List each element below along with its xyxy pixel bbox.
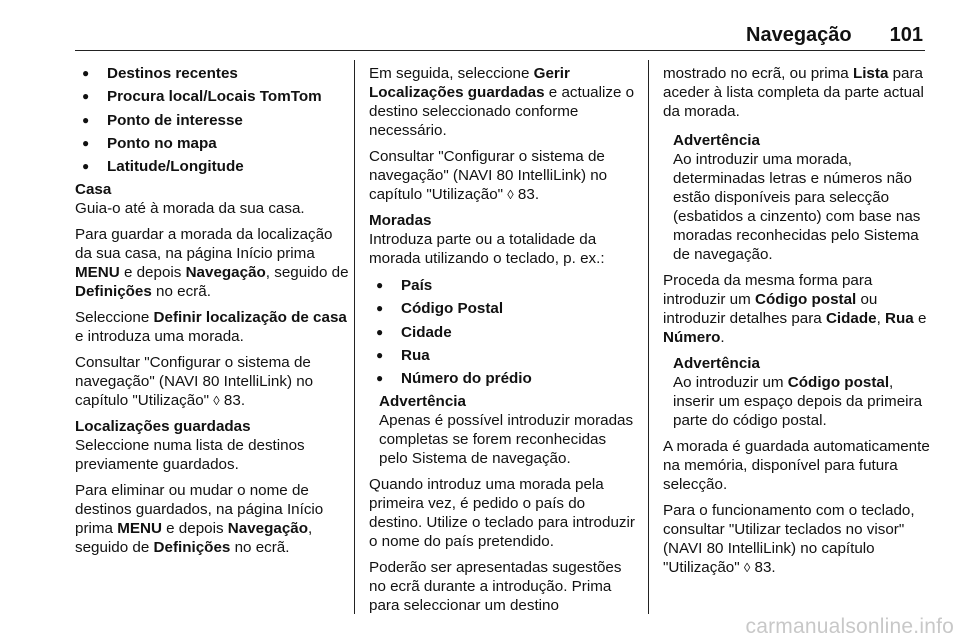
- list-item: ● Procura local/Locais TomTom: [75, 87, 350, 106]
- moradas-text: Introduza parte ou a totalidade da morada utilizando o teclado, p. ex.:: [369, 231, 605, 267]
- paragraph: Em seguida, seleccione Gerir Localizações guardadas e actualize o destino seleccionado conforme necessário.: [369, 65, 635, 139]
- paragraph: Consultar "Configurar o sistema de navegação" (NAVI 80 IntelliLink) no capítulo "Utilização" ◊ 83.: [369, 148, 608, 203]
- paragraph: Proceda da mesma forma para introduzir um Código postal ou introduzir detalhes para Cidade, Rua e Número.: [663, 272, 927, 346]
- saved-text: Seleccione numa lista de destinos previamente guardados.: [75, 437, 305, 474]
- note-text: Ao introduzir uma morada, determinadas letras e números não estão disponíveis para selecção (esbatidos a cinzento) com base nas moradas reconhecidas pelo Sistema de navegação.: [673, 151, 921, 263]
- paragraph: mostrado no ecrã, ou prima Lista para aceder à lista completa da parte actual da morada.: [663, 65, 924, 120]
- paragraph: A morada é guardada automaticamente na memória, disponível para futura selecção.: [663, 438, 930, 493]
- destination-options-list: [75, 64, 350, 176]
- list-item: ● Latitude/Longitude: [75, 157, 350, 176]
- list-item: ● Destinos recentes: [75, 64, 350, 83]
- page-header: [746, 24, 923, 47]
- note-box: [673, 354, 931, 430]
- note-text: Ao introduzir um Código postal, inserir um espaço depois da primeira parte do código postal.: [673, 374, 923, 429]
- list-item: ● Número do prédio: [369, 369, 637, 388]
- list-item: ● Ponto no mapa: [75, 134, 350, 153]
- paragraph: Seleccione Definir localização de casa e introduza uma morada.: [75, 309, 347, 346]
- list-item: ● Ponto de interesse: [75, 111, 350, 130]
- header-rule: [75, 50, 925, 51]
- watermark: carmanualsonline.info: [745, 615, 954, 638]
- column-divider-2: [648, 60, 649, 614]
- column-divider-1: [354, 60, 355, 614]
- note-text: Apenas é possível introduzir moradas completas se forem reconhecidas pelo Sistema de navegação.: [379, 412, 634, 468]
- paragraph: Para eliminar ou mudar o nome de destinos guardados, na página Início prima MENU e depois Navegação, seguido de Definições no ecrã.: [75, 482, 324, 557]
- page-number: 101: [889, 24, 923, 46]
- column-1: [75, 64, 350, 564]
- page-reference-icon: ◊: [213, 393, 220, 409]
- note-box: [673, 131, 931, 264]
- address-fields-list: [369, 276, 637, 388]
- note-box: [379, 392, 637, 468]
- page-title: Navegação: [746, 24, 852, 46]
- column-2: [369, 64, 637, 622]
- section-heading-casa: Casa: [75, 181, 112, 199]
- note-title: Advertência: [673, 355, 760, 372]
- paragraph: Quando introduz uma morada pela primeira vez, é pedido o país do destino. Utilize o teclado para introduzir o nome do país pretendido.: [369, 476, 635, 551]
- section-heading-moradas: Moradas: [369, 212, 432, 229]
- section-heading-saved: Localizações guardadas: [75, 418, 251, 436]
- list-item: ● Cidade: [369, 323, 637, 342]
- note-title: Advertência: [379, 393, 466, 411]
- column-3: [663, 64, 931, 584]
- paragraph: Consultar "Configurar o sistema de navegação" (NAVI 80 IntelliLink) no capítulo "Utilização" ◊ 83.: [75, 354, 314, 410]
- list-item: ● Código Postal: [369, 299, 637, 318]
- page-reference-icon: ◊: [507, 187, 514, 202]
- paragraph: Poderão ser apresentadas sugestões no ecrã durante a introdução. Prima para seleccionar um destino: [369, 559, 622, 615]
- paragraph: Para o funcionamento com o teclado, consultar "Utilizar teclados no visor" (NAVI 80 IntelliLink) no capítulo "Utilização" ◊ 83.: [663, 502, 915, 576]
- page-reference-icon: ◊: [743, 560, 751, 575]
- list-item: ● País: [369, 276, 637, 295]
- casa-text: Guia-o até à morada da sua casa.: [75, 200, 305, 218]
- paragraph: Para guardar a morada da localização da sua casa, na página Início prima MENU e depois Navegação, seguido de Definições no ecrã.: [75, 226, 349, 301]
- list-item: ● Rua: [369, 346, 637, 365]
- note-title: Advertência: [673, 132, 760, 149]
